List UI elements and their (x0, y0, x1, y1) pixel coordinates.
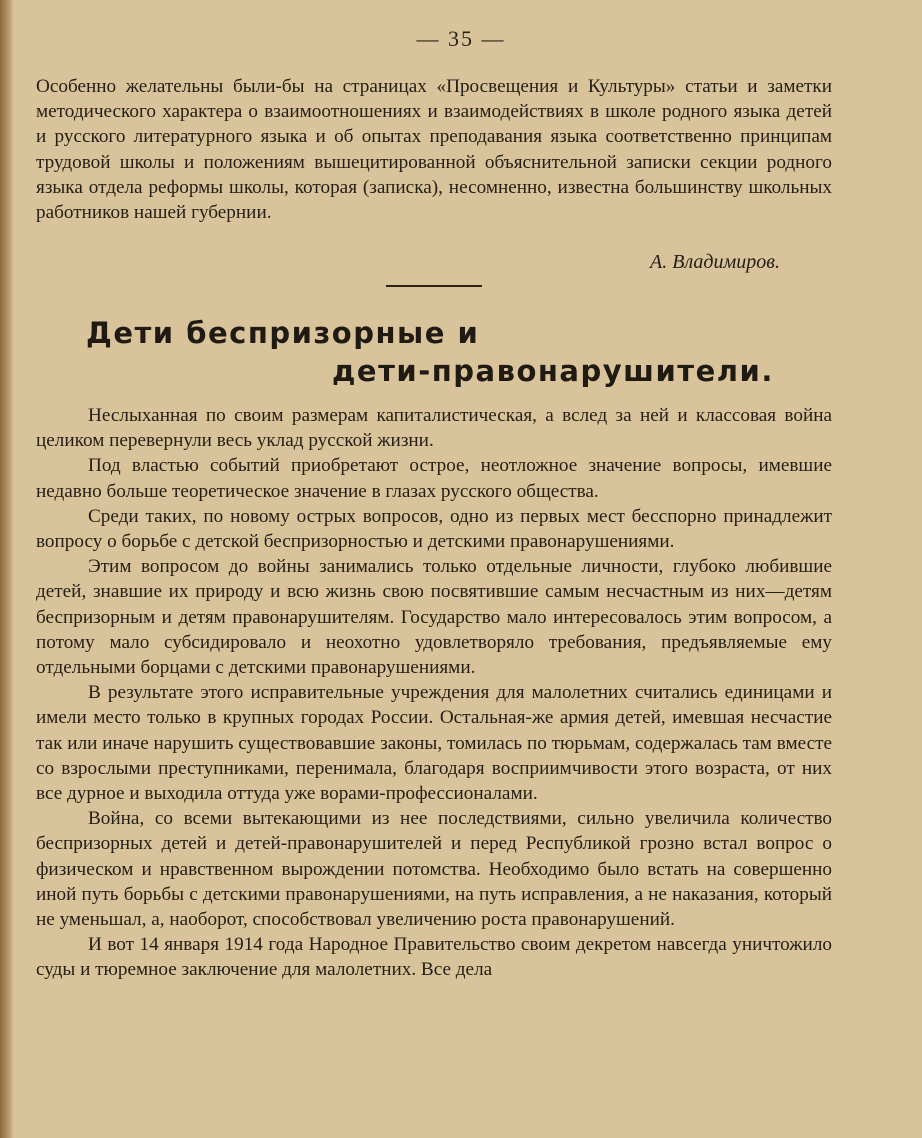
article-title-line-2: дети-правонарушители. (332, 354, 774, 388)
intro-paragraph: Особенно желательны были-бы на страницах «Просвещения и Культуры» статьи и заметки методического характера о взаимоотношениях и взаимодействиях в школе родного языка детей и русского литературного языка и об опытах преподавания языка соответственно принципам трудовой школы и положениям вышецитированной объяснительной записки секции родного языка отдела реформы школы, которая (записка), несомненно, известна большинству школьных работников нашей губернии. (36, 76, 832, 224)
author-signature: А. Владимиров. (650, 251, 780, 273)
article-paragraph: Под властью событий приобретают острое, неотложное значение вопросы, имевшие недавно больше теоретическое значение в глазах русского общества. (36, 455, 832, 502)
article-paragraph: В результате этого исправительные учреждения для малолетних считались единицами и имели место только в крупных городах России. Остальная-же армия детей, имевшая несчастие так или иначе нарушить существовавшие законы, томилась по тюрьмам, содержалась там вместе со взрослыми преступниками, перенимала, благодаря восприимчивости этого возраста, от них все дурное и выходила оттуда уже ворами-профессионалами. (36, 682, 832, 805)
article-paragraph: Война, со всеми вытекающими из нее последствиями, сильно увеличила количество беспризорных детей и детей-правонарушителей и перед Республикой грозно встал вопрос о физическом и нравственном вырождении потомства. Необходимо было встать на совершенно иной путь борьбы с детскими правонарушениями, на путь исправления, а не наказания, который не уменьшал, а, наоборот, способствовал увеличению роста правонарушений. (36, 808, 832, 931)
article-title-line-1: Дети беспризорные и (86, 316, 480, 350)
intro-paragraph-block (36, 74, 832, 225)
article-paragraph: Этим вопросом до войны занимались только отдельные личности, глубоко любившие детей, знавшие их природу и всю жизнь свою посвятившие самым несчастным из них—детям беспризорным и детям правонарушителям. Государство мало интересовалось этим вопросом, а потому мало субсидировало и неохотно удовлетворяло требования, предъявляемые ему отдельными борцами с детскими правонарушениями. (36, 556, 832, 679)
section-separator (386, 285, 482, 287)
book-spine-shadow (0, 0, 14, 1138)
article-paragraph: Неслыханная по своим размерам капиталистическая, а вслед за ней и классовая война целиком перевернули весь уклад русской жизни. (36, 405, 832, 452)
page-number: — 35 — (416, 26, 506, 51)
article-body (36, 403, 832, 983)
article-paragraph: Среди таких, по новому острых вопросов, одно из первых мест бесспорно принадлежит вопросу о борьбе с детской беспризорностью и детскими правонарушениями. (36, 505, 832, 553)
article-paragraph: И вот 14 января 1914 года Народное Правительство своим декретом навсегда уничтожило суды и тюремное заключение для малолетних. Все дела (36, 934, 832, 981)
